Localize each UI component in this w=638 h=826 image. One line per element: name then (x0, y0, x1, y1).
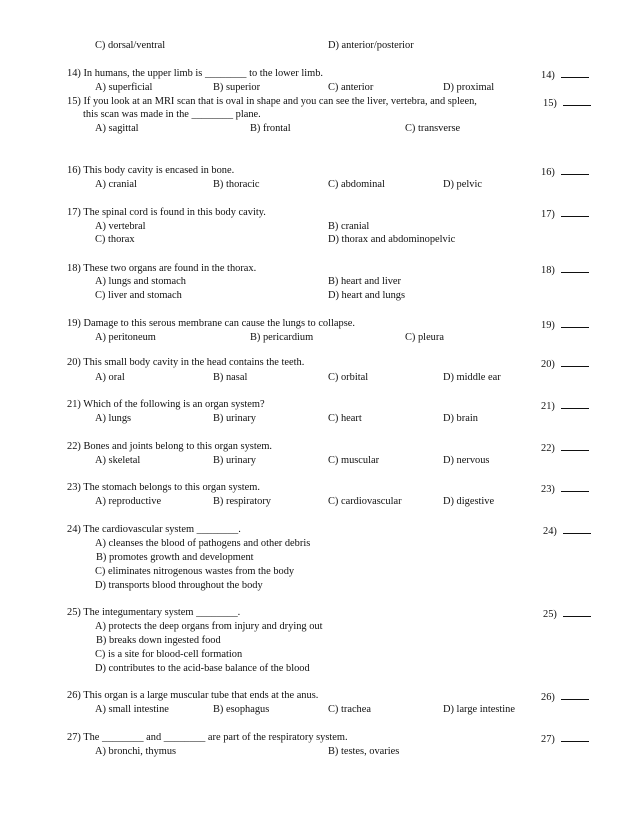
question-number: 18) (541, 265, 555, 276)
answer-line[interactable] (541, 483, 589, 495)
option-b: B) breaks down ingested food (96, 635, 221, 646)
question-stem: 16) This body cavity is encased in bone. (67, 165, 235, 176)
option-b: B) testes, ovaries (328, 746, 400, 757)
option-b: B) respiratory (213, 496, 271, 507)
option-a: A) small intestine (95, 704, 169, 715)
answer-blank (561, 264, 589, 273)
option-a: A) superficial (95, 82, 153, 93)
question-number: 26) (541, 692, 555, 703)
option-d: D) proximal (443, 82, 495, 93)
answer-blank (561, 442, 589, 451)
question-number: 20) (541, 359, 555, 370)
question-number: 25) (543, 609, 557, 620)
question-number: 23) (541, 484, 555, 495)
option-c: C) liver and stomach (95, 290, 182, 301)
question-stem: 20) This small body cavity in the head contains the teeth. (67, 357, 305, 368)
option-d: D) nervous (443, 455, 490, 466)
answer-blank (563, 608, 591, 617)
question-number: 27) (541, 734, 555, 745)
option-a: A) protects the deep organs from injury and drying out (95, 621, 323, 632)
option-d: D) large intestine (443, 704, 515, 715)
option-a: A) bronchi, thymus (95, 746, 177, 757)
answer-blank (561, 483, 589, 492)
option-c: C) dorsal/ventral (95, 40, 166, 51)
question-stem: 17) The spinal cord is found in this body cavity. (67, 207, 266, 218)
answer-line[interactable] (541, 442, 589, 454)
answer-blank (561, 691, 589, 700)
answer-blank (561, 208, 589, 217)
question-stem: 24) The cardiovascular system ________. (67, 524, 241, 535)
answer-blank (563, 97, 591, 106)
option-b: B) urinary (213, 455, 256, 466)
option-b: B) esophagus (213, 704, 270, 715)
option-a: A) lungs and stomach (95, 276, 186, 287)
option-c: C) orbital (328, 372, 369, 383)
option-c: C) pleura (405, 332, 444, 343)
option-d: D) thorax and abdominopelvic (328, 234, 456, 245)
option-c: C) trachea (328, 704, 371, 715)
question-number: 19) (541, 320, 555, 331)
option-d: D) pelvic (443, 179, 482, 190)
answer-blank (561, 69, 589, 78)
answer-line[interactable] (543, 97, 591, 109)
option-b: B) frontal (250, 123, 291, 134)
question-stem: 18) These two organs are found in the thorax. (67, 263, 257, 274)
question-stem: 14) In humans, the upper limb is ________ to the lower limb. (67, 68, 323, 79)
answer-line[interactable] (541, 319, 589, 331)
option-b: B) superior (213, 82, 261, 93)
option-c: C) anterior (328, 82, 374, 93)
answer-blank (561, 400, 589, 409)
option-a: A) lungs (95, 413, 132, 424)
option-b: B) promotes growth and development (96, 552, 254, 563)
option-a: A) cleanses the blood of pathogens and other debris (95, 538, 311, 549)
option-b: B) thoracic (213, 179, 260, 190)
option-b: B) cranial (328, 221, 370, 232)
option-d: D) digestive (443, 496, 495, 507)
option-a: A) peritoneum (95, 332, 156, 343)
answer-line[interactable] (541, 166, 589, 178)
answer-line[interactable] (541, 69, 589, 81)
option-a: A) cranial (95, 179, 137, 190)
option-c: C) eliminates nitrogenous wastes from the body (95, 566, 295, 577)
option-b: B) nasal (213, 372, 248, 383)
answer-blank (561, 166, 589, 175)
question-number: 22) (541, 443, 555, 454)
question-stem: 22) Bones and joints belong to this organ system. (67, 441, 273, 452)
question-number: 24) (543, 526, 557, 537)
question-stem-continued: this scan was made in the ________ plane. (83, 109, 261, 120)
option-c: C) thorax (95, 234, 135, 245)
answer-line[interactable] (543, 525, 591, 537)
answer-blank (561, 733, 589, 742)
option-b: B) urinary (213, 413, 256, 424)
answer-line[interactable] (541, 691, 589, 703)
option-d: D) heart and lungs (328, 290, 406, 301)
answer-blank (563, 525, 591, 534)
question-stem: 15) If you look at an MRI scan that is oval in shape and you can see the liver, vertebra, and spleen, (67, 96, 477, 107)
option-a: A) sagittal (95, 123, 139, 134)
option-a: A) skeletal (95, 455, 141, 466)
question-stem: 27) The ________ and ________ are part of the respiratory system. (67, 732, 348, 743)
answer-line[interactable] (541, 733, 589, 745)
question-stem: 23) The stomach belongs to this organ system. (67, 482, 260, 493)
answer-line[interactable] (543, 608, 591, 620)
option-a: A) vertebral (95, 221, 146, 232)
option-d: D) transports blood throughout the body (95, 580, 263, 591)
question-number: 16) (541, 167, 555, 178)
question-stem: 19) Damage to this serous membrane can cause the lungs to collapse. (67, 318, 355, 329)
answer-line[interactable] (541, 264, 589, 276)
option-d: D) middle ear (443, 372, 501, 383)
answer-line[interactable] (541, 400, 589, 412)
question-number: 14) (541, 70, 555, 81)
option-b: B) pericardium (250, 332, 314, 343)
option-c: C) cardiovascular (328, 496, 402, 507)
question-stem: 25) The integumentary system ________. (67, 607, 241, 618)
option-c: C) heart (328, 413, 362, 424)
question-number: 17) (541, 209, 555, 220)
question-stem: 21) Which of the following is an organ system? (67, 399, 265, 410)
answer-line[interactable] (541, 208, 589, 220)
answer-line[interactable] (541, 358, 589, 370)
option-d: D) contributes to the acid-base balance of the blood (95, 663, 310, 674)
option-c: C) is a site for blood-cell formation (95, 649, 243, 660)
option-d: D) brain (443, 413, 478, 424)
answer-blank (561, 358, 589, 367)
question-stem: 26) This organ is a large muscular tube that ends at the anus. (67, 690, 319, 701)
option-c: C) transverse (405, 123, 461, 134)
question-number: 15) (543, 98, 557, 109)
option-a: A) oral (95, 372, 125, 383)
option-c: C) abdominal (328, 179, 385, 190)
option-a: A) reproductive (95, 496, 162, 507)
option-d: D) anterior/posterior (328, 40, 414, 51)
option-c: C) muscular (328, 455, 380, 466)
question-number: 21) (541, 401, 555, 412)
option-b: B) heart and liver (328, 276, 401, 287)
answer-blank (561, 319, 589, 328)
